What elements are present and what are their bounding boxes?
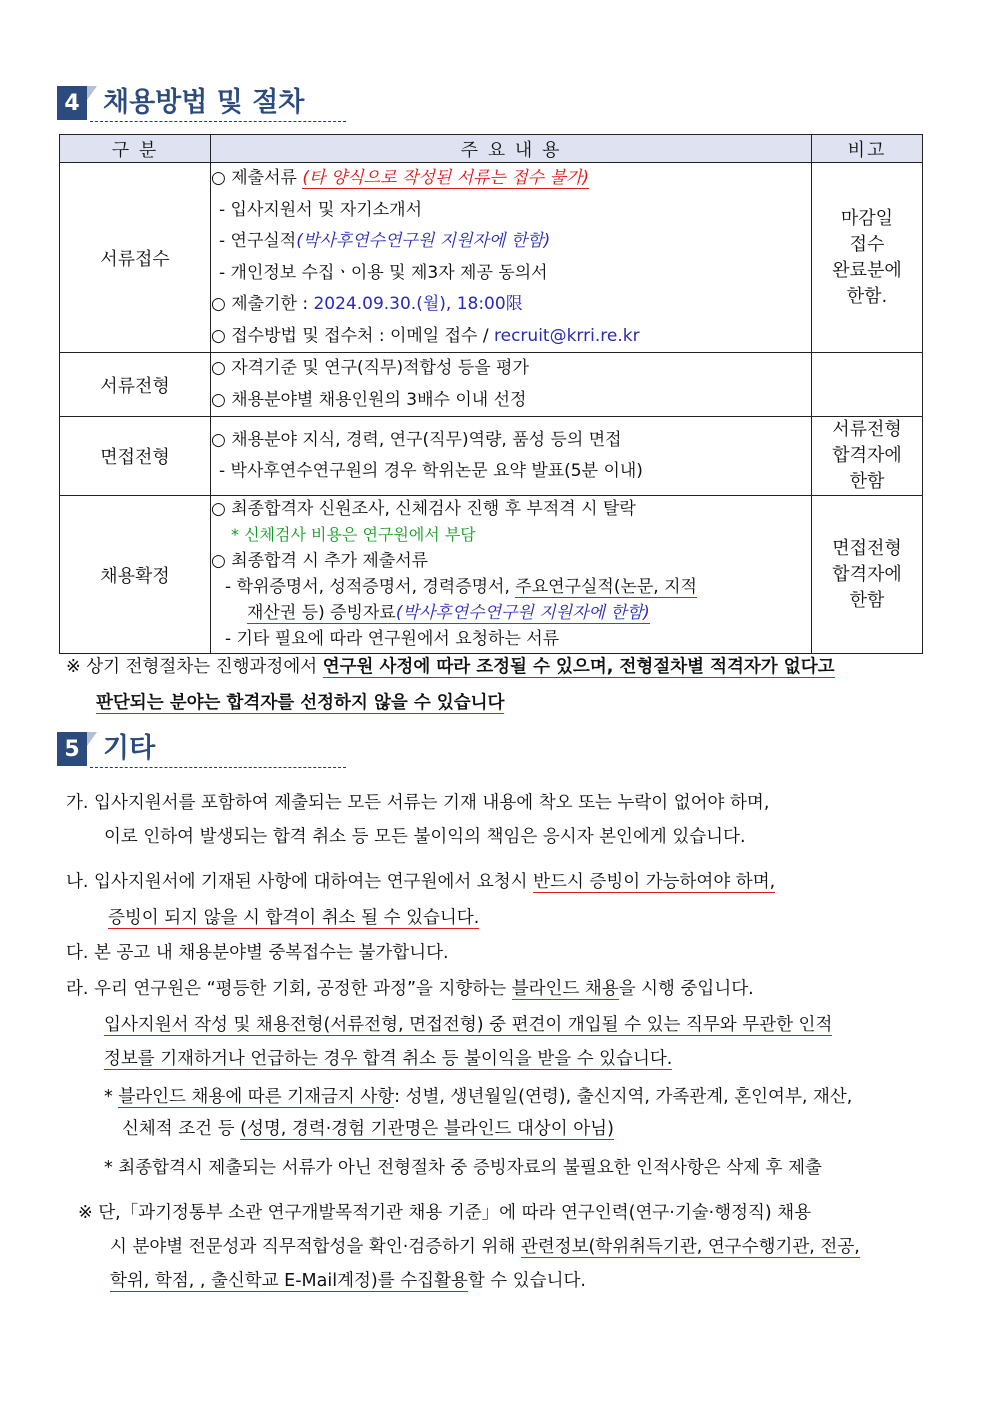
- row-category: 채용확정: [60, 496, 211, 654]
- header-category: 구 분: [60, 135, 211, 163]
- reference-note-cont: 시 분야별 전문성과 직무적합성을 확인·검증하기 위해 관련정보(학위취득기관, 연구수행기관, 전공,: [110, 1237, 860, 1257]
- content-line: - 학위증명서, 성적증명서, 경력증명서, 주요연구실적(논문, 지적: [225, 577, 697, 597]
- header-note: 비고: [812, 135, 923, 163]
- row-note: 서류전형 합격자에 한함: [812, 417, 923, 496]
- row-note: [812, 353, 923, 417]
- table-row: [60, 417, 923, 496]
- reference-note-cont: 학위, 학점, , 출신학교 E-Mail계정)를 수집활용할 수 있습니다.: [110, 1271, 586, 1291]
- section-title: 채용방법 및 절차: [103, 87, 305, 118]
- section-number: 4: [57, 86, 87, 120]
- procedure-table: [59, 134, 923, 654]
- row-note: 마감일 접수 완료분에 한함.: [812, 163, 923, 353]
- content-line: ○ 최종합격 시 추가 제출서류: [211, 551, 429, 571]
- table-row: [60, 496, 923, 654]
- section-underline: [90, 121, 346, 122]
- content-line: * 신체검사 비용은 연구원에서 부담: [231, 525, 476, 544]
- row-content: [211, 417, 812, 496]
- row-category: 면접전형: [60, 417, 211, 496]
- list-item-cont: 이로 인하여 발생되는 합격 취소 등 모든 불이익의 책임은 응시자 본인에게 있습니다.: [104, 827, 746, 847]
- header-content: 주 요 내 용: [211, 135, 812, 163]
- section-title: 기타: [103, 733, 156, 764]
- content-line: ○ 접수방법 및 접수처 : 이메일 접수 / recruit@krri.re.kr: [211, 325, 640, 346]
- row-content: [211, 353, 812, 417]
- table-row: [60, 163, 923, 353]
- list-item: 라. 우리 연구원은 “평등한 기회, 공정한 과정”을 지향하는 블라인드 채용을 시행 중입니다.: [66, 979, 754, 999]
- table-row: [60, 353, 923, 417]
- content-line: - 박사후연수연구원의 경우 학위논문 요약 발표(5분 이내): [219, 461, 643, 481]
- asterisk-note: * 최종합격시 제출되는 서류가 아닌 전형절차 중 증빙자료의 불필요한 인적사항은 삭제 후 제출: [104, 1158, 822, 1178]
- content-line: 재산권 등) 증빙자료(박사후연수연구원 지원자에 한함): [247, 603, 650, 623]
- reference-note: ※ 단,「과기정통부 소관 연구개발목적기관 채용 기준」에 따라 연구인력(연구·기술·행정직) 채용: [78, 1203, 812, 1223]
- content-line: - 연구실적(박사후연수연구원 지원자에 한함): [219, 231, 551, 251]
- content-line: ○ 채용분야 지식, 경력, 연구(직무)역량, 품성 등의 면접: [211, 429, 622, 450]
- row-content: [211, 163, 812, 353]
- content-line: ○ 채용분야별 채용인원의 3배수 이내 선정: [211, 389, 527, 410]
- content-line: ○ 제출서류 (타 양식으로 작성된 서류는 접수 불가): [211, 168, 589, 188]
- content-line: ○ 제출기한 : 2024.09.30.(월), 18:00限: [211, 294, 523, 314]
- asterisk-note-cont: 신체적 조건 등 (성명, 경력·경험 기관명은 블라인드 대상이 아님): [122, 1119, 614, 1139]
- content-line: - 입사지원서 및 자기소개서: [219, 199, 422, 220]
- asterisk-note: * 블라인드 채용에 따른 기재금지 사항: 성별, 생년월일(연령), 출신지역, 가족관계, 혼인여부, 재산,: [104, 1087, 853, 1107]
- section-4-heading: [57, 86, 304, 120]
- row-category: 서류전형: [60, 353, 211, 417]
- content-line: ○ 최종합격자 신원조사, 신체검사 진행 후 부적격 시 탈락: [211, 499, 636, 519]
- footnote-line: ※ 상기 전형절차는 진행과정에서 연구원 사정에 따라 조정될 수 있으며, 전형절차별 적격자가 없다고: [66, 657, 835, 677]
- section-5-heading: [57, 732, 155, 766]
- reference-mark: ※: [66, 657, 81, 677]
- section-underline: [90, 767, 346, 768]
- row-content: [211, 496, 812, 654]
- row-note: 면접전형 합격자에 한함: [812, 496, 923, 654]
- section-number: 5: [57, 732, 87, 766]
- content-line: ○ 자격기준 및 연구(직무)적합성 등을 평가: [211, 358, 529, 378]
- list-item: 다. 본 공고 내 채용분야별 중복접수는 불가합니다.: [66, 943, 449, 963]
- row-category: 서류접수: [60, 163, 211, 353]
- footnote-line: 판단되는 분야는 합격자를 선정하지 않을 수 있습니다: [96, 693, 505, 713]
- content-line: - 기타 필요에 따라 연구원에서 요청하는 서류: [225, 629, 560, 649]
- list-item-cont: 증빙이 되지 않을 시 합격이 취소 될 수 있습니다.: [108, 908, 480, 928]
- list-item: 나. 입사지원서에 기재된 사항에 대하여는 연구원에서 요청시 반드시 증빙이 가능하여야 하며,: [66, 872, 776, 892]
- content-line: - 개인정보 수집ㆍ이용 및 제3자 제공 동의서: [219, 262, 548, 283]
- list-item-cont: 입사지원서 작성 및 채용전형(서류전형, 면접전형) 중 편견이 개입될 수 있는 직무와 무관한 인적: [104, 1015, 833, 1035]
- list-item-cont: 정보를 기재하거나 언급하는 경우 합격 취소 등 불이익을 받을 수 있습니다.: [104, 1049, 673, 1069]
- list-item: 가. 입사지원서를 포함하여 제출되는 모든 서류는 기재 내용에 착오 또는 누락이 없어야 하며,: [66, 793, 770, 813]
- email-link[interactable]: recruit@krri.re.kr: [494, 325, 640, 346]
